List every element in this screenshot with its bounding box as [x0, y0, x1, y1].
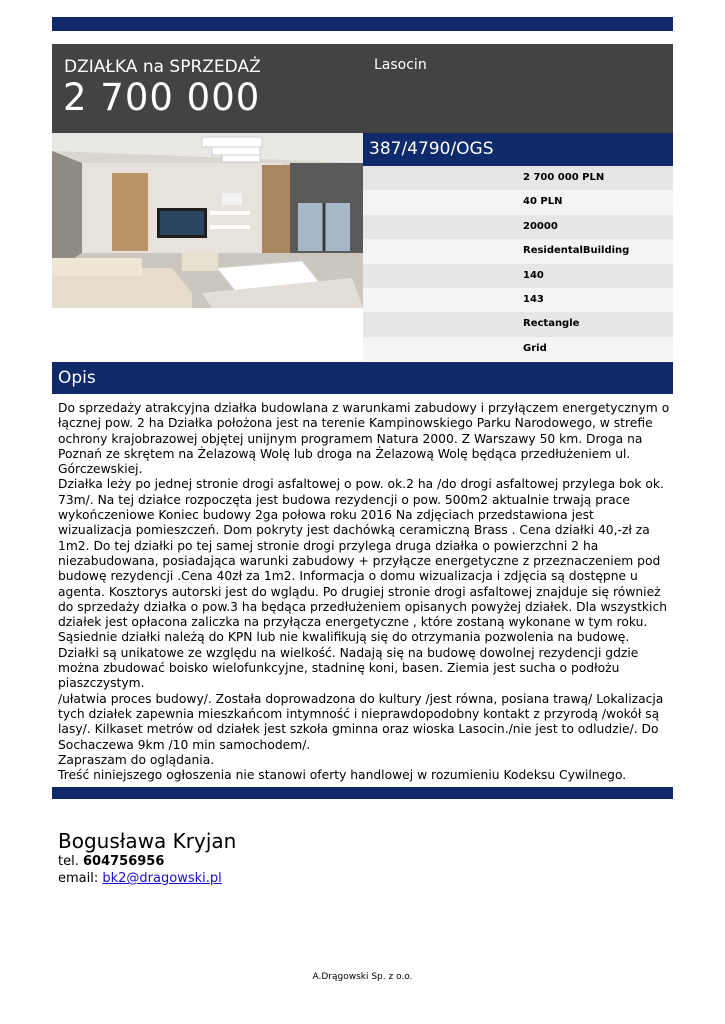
param-area: 20000 [363, 215, 673, 239]
bottom-accent-bar [52, 787, 673, 799]
param-length: 143 [363, 288, 673, 312]
agent-name: Bogusława Kryjan [58, 829, 237, 853]
top-accent-bar [52, 17, 673, 31]
param-electricity: Grid [363, 337, 673, 361]
agent-phone-line [58, 853, 236, 870]
param-price-per-m2: 40 PLN [363, 190, 673, 214]
description-heading [52, 362, 673, 394]
phone-label: tel. [58, 854, 79, 869]
param-purpose: ResidentalBuilding [363, 239, 673, 263]
offer-price: 2 700 000 [63, 76, 261, 119]
offer-header [52, 44, 673, 133]
description-text: Do sprzedaży atrakcyjna działka budowlana z warunkami zabudowy i przyłączem energetycznym o łącznej pow. 2 ha Działka położona jest na terenie Kampinowskiego Parku Narodowego, w strefie ochrony krajobrazowej objętej unijnym programem Natura 2000. Z Warszawy 50 km. Droga na Poznań ze skrętem na Żelazową Wolę lub droga na Żelazową Wolę będąca przedłużeniem ul. Górczewskiej. Działka leży po jednej stronie drogi asfaltowej o pow. ok.2 ha /do drogi asfaltowej przylega bok ok. 73m/. Na tej działce rozpoczęta jest budowa rezydencji o pow. 500m2 aktualnie trwają prace wykończeniowe Koniec budowy 2ga połowa roku 2016 Na zdjęciach przedstawiona jest wizualizacja pomieszczeń. Dom pokryty jest dachówką ceramiczną Brass . Cena działki 40,-zł za 1m2. Do tej działki po tej samej stronie drogi przylega druga działka o powierzchni 2 ha niezabudowana, posiadająca warunki zabudowy + przyłącze energetyczne z przeznaczeniem pod budowę rezydencji .Cena 40zł za 1m2. Informacja o domu wizualizacja i zdjęcia są dostępne u agenta. Kosztorys autorski jest do wglądu. Po drugiej stronie drogi asfaltowej znajduje się również do sprzedaży działka o pow.3 ha będąca przedłużeniem opisanych powyżej działek. Dla wszystkich działek jest opłacona zaliczka na przyłącza energetyczne , które zostaną wykonane w tym roku. Sąsiednie działki należą do KPN lub nie kwalifikują się do otrzymania pozwolenia na budowę. Działki są unikatowe ze względu na wielkość. Nadają się na budowę dowolnej rezydencji gdzie można zbudować boisko wielofunkcyjne, stadninę koni, basen. Ziemia jest sucha o podłożu piaszczystym. /ułatwia proces budowy/. Została doprowadzona do kultury /jest równa, posiana trawą/ Lokalizacja tych działek zapewnia mieszkańcom intymność i nieprawdopodobny kontakt z przyrodą /wokół są lasy/. Kilkaset metrów od działek jest szkoła gminna oraz wioska Lasocin./nie jest to odludzie/. Do Sochaczewa 9km /10 min samochodem/. Zapraszam do oglądania. Treść niniejszego ogłoszenia nie stanowi oferty handlowej w rozumieniu Kodeksu Cywilnego. [58, 401, 670, 783]
offer-location: Lasocin [374, 57, 427, 73]
param-shape: Rectangle [363, 312, 673, 336]
property-photo [52, 133, 363, 308]
param-price: 2 700 000 PLN [363, 166, 673, 190]
reference-number: 387/4790/OGS [363, 133, 673, 166]
description-heading-label: Opis [58, 368, 96, 388]
agent-email-line [58, 870, 236, 887]
footer-company: A.Drągowski Sp. z o.o. [312, 972, 413, 982]
offer-type: DZIAŁKA na SPRZEDAŻ [64, 57, 261, 77]
parameters-panel [363, 133, 673, 361]
agent-contact [58, 829, 236, 887]
agent-email-link[interactable]: bk2@dragowski.pl [102, 871, 222, 886]
agent-phone: 604756956 [82, 854, 165, 869]
param-width: 140 [363, 264, 673, 288]
email-label: email: [58, 871, 99, 886]
